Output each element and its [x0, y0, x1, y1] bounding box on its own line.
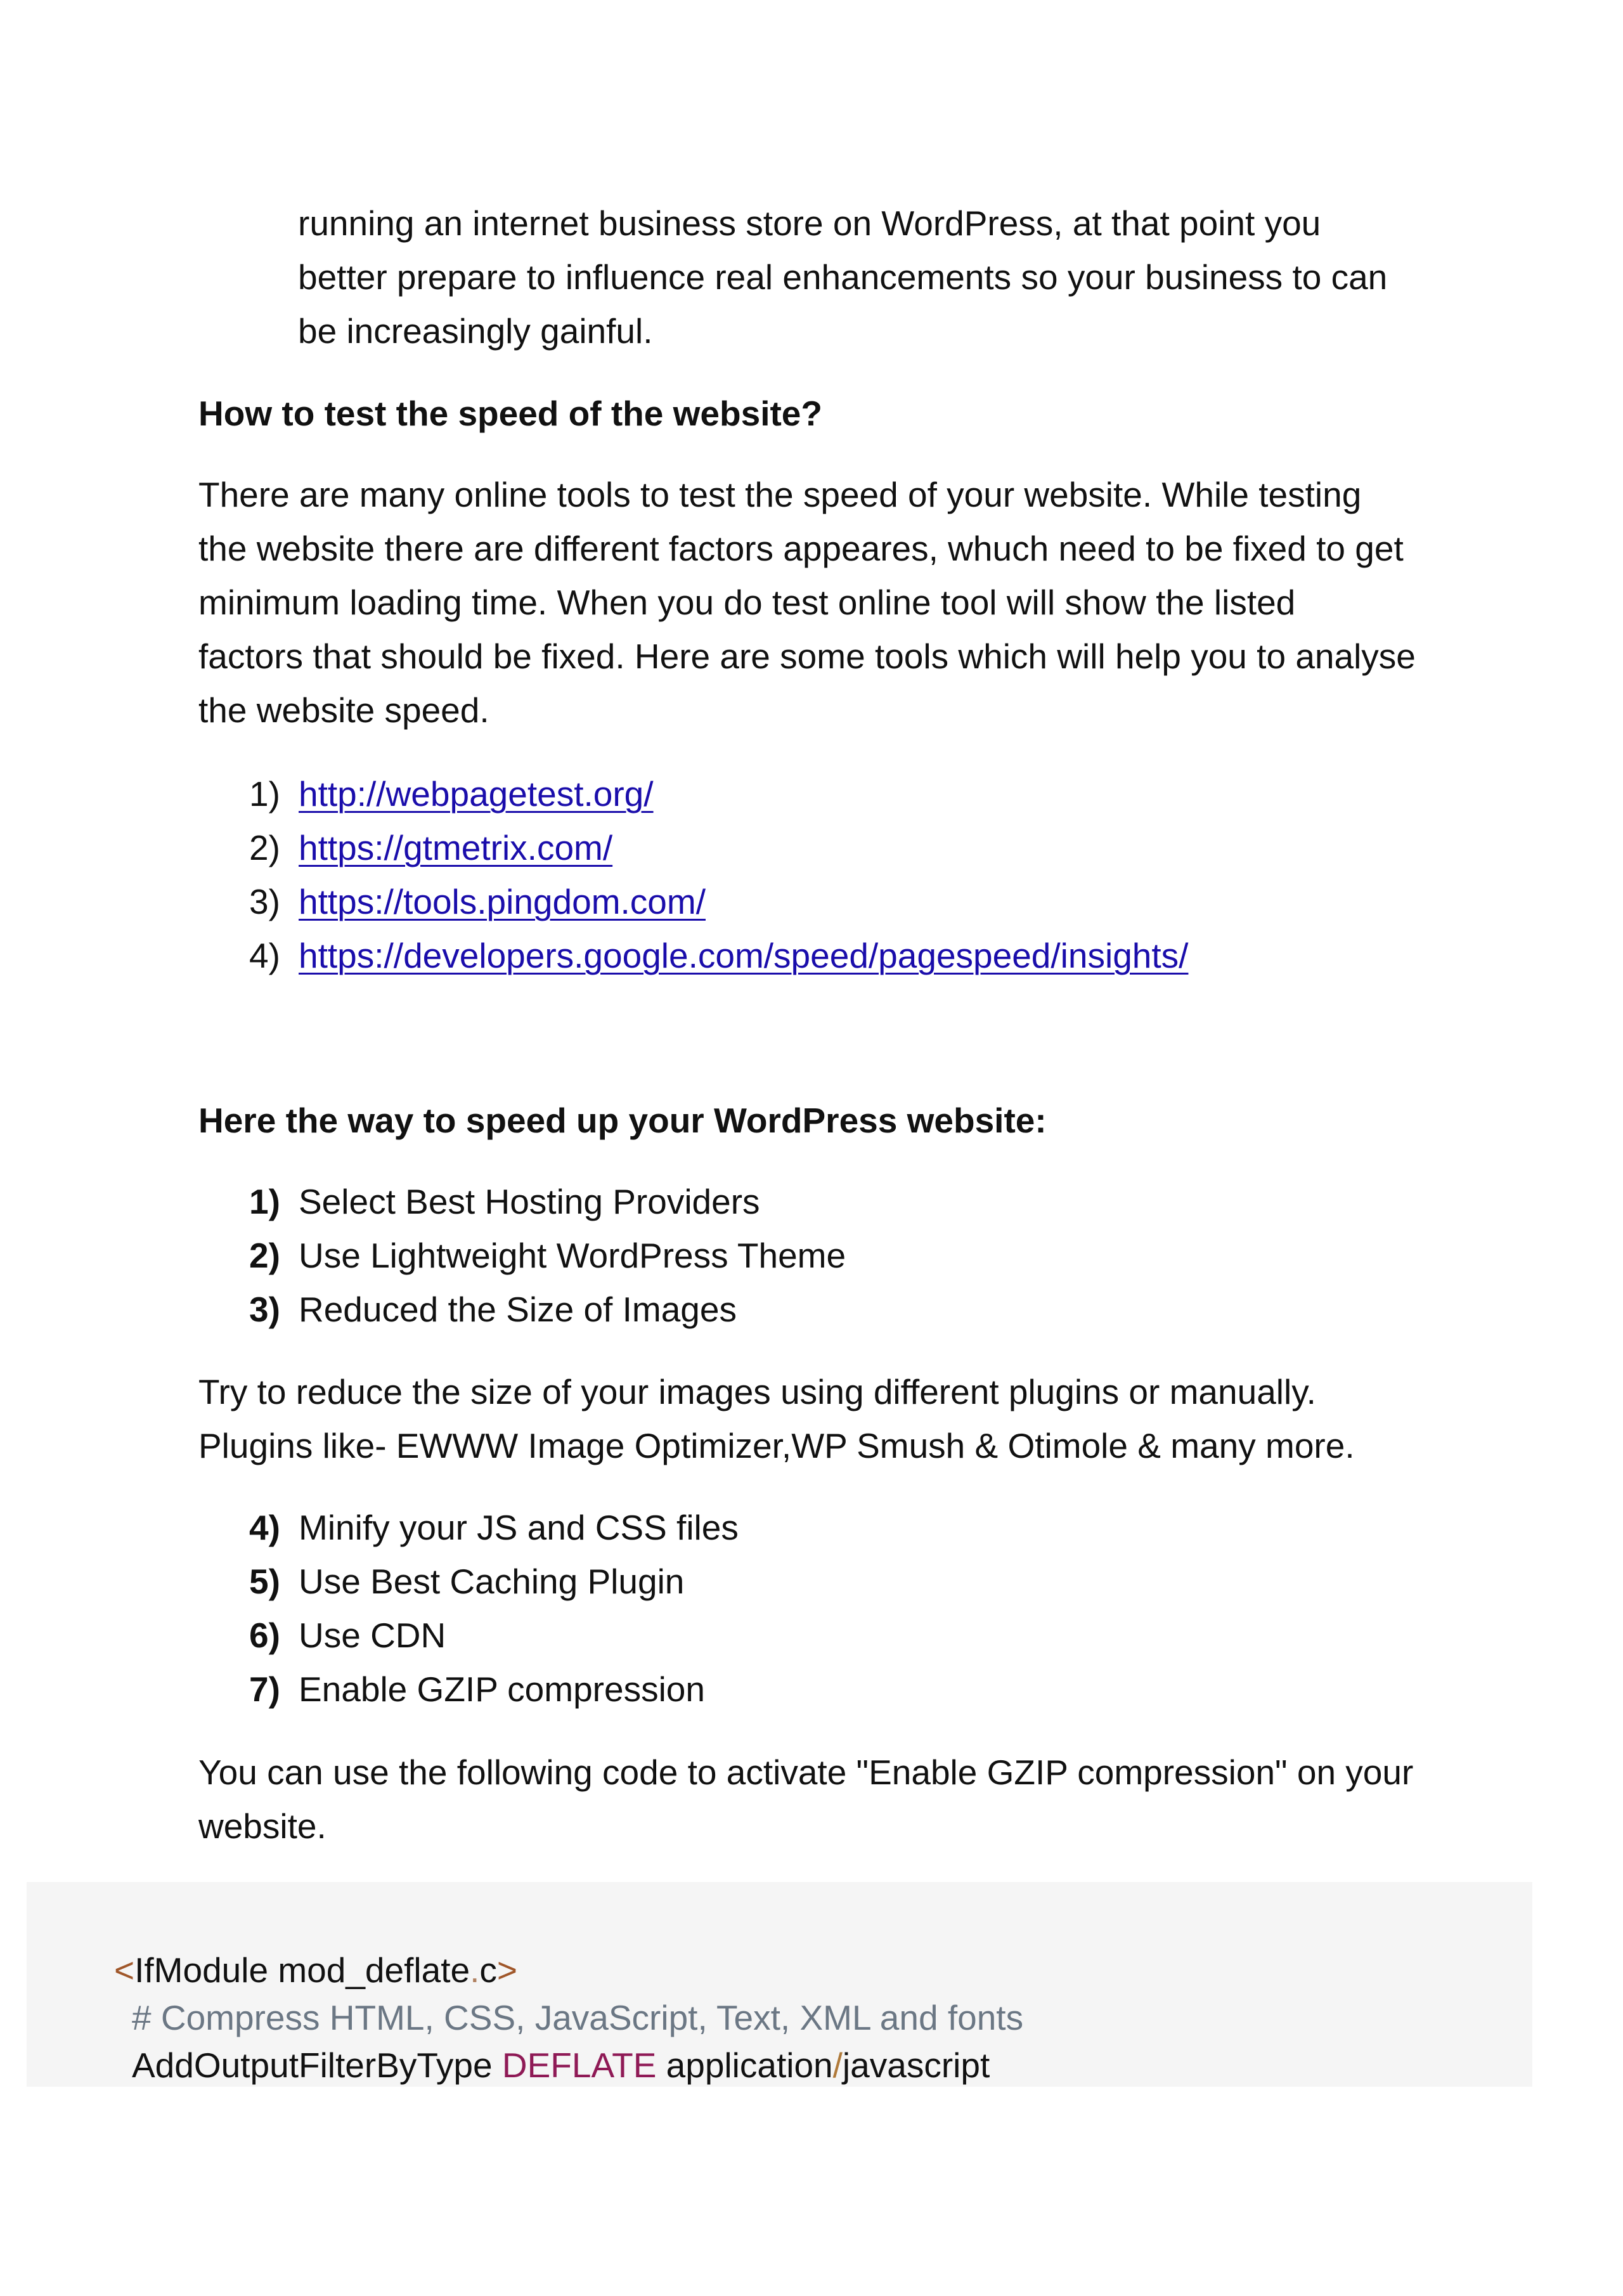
paragraph-line: You can use the following code to activate "Enable GZIP compression" on your	[198, 1753, 1414, 1792]
code-line-directive	[132, 2042, 990, 2089]
image-size-paragraph	[198, 1365, 1466, 1473]
paragraph-line: There are many online tools to test the speed of your website. While testing	[198, 475, 1362, 514]
gzip-paragraph	[198, 1746, 1466, 1853]
list-item	[249, 1501, 739, 1555]
intro-line: better prepare to influence real enhancements so your business to can	[298, 257, 1388, 297]
heading-speed-up: Here the way to speed up your WordPress website:	[198, 1101, 1047, 1140]
list-item-text: Use CDN	[299, 1616, 446, 1655]
list-number: 7)	[249, 1670, 280, 1709]
code-line-comment: # Compress HTML, CSS, JavaScript, Text, XML and fonts	[132, 1998, 1024, 2037]
list-number: 4)	[249, 1508, 280, 1547]
list-item	[249, 1663, 739, 1716]
link-pagespeed-insights[interactable]: https://developers.google.com/speed/pagespeed/insights/	[299, 936, 1189, 975]
link-gtmetrix[interactable]: https://gtmetrix.com/	[299, 828, 613, 867]
list-item-text: Minify your JS and CSS files	[299, 1508, 739, 1547]
list-number: 3)	[249, 1290, 280, 1329]
list-item	[249, 1283, 846, 1337]
code-line-ifmodule	[114, 1947, 517, 1994]
intro-line: be increasingly gainful.	[298, 311, 653, 351]
paragraph-line: website.	[198, 1806, 327, 1846]
intro-line: running an internet business store on WordPress, at that point you	[298, 204, 1321, 243]
list-item-text: Select Best Hosting Providers	[299, 1182, 760, 1221]
code-ext: c	[479, 1950, 497, 1990]
heading-speed-test: How to test the speed of the website?	[198, 394, 822, 433]
list-number: 1)	[249, 1182, 280, 1221]
paragraph-line: minimum loading time. When you do test online tool will show the listed	[198, 583, 1296, 622]
code-slash: /	[832, 2046, 843, 2085]
list-number: 4)	[249, 936, 280, 975]
code-dot: .	[470, 1950, 480, 1990]
paragraph-line: factors that should be fixed. Here are some tools which will help you to analyse	[198, 637, 1416, 676]
intro-paragraph	[298, 197, 1471, 358]
list-item	[249, 1609, 739, 1663]
list-item	[249, 1229, 846, 1283]
code-directive: AddOutputFilterByType	[132, 2046, 502, 2085]
code-type-b: javascript	[842, 2046, 990, 2085]
list-number: 2)	[249, 1236, 280, 1275]
paragraph-line: the website speed.	[198, 691, 489, 730]
list-number: 3)	[249, 882, 280, 921]
list-item-text: Reduced the Size of Images	[299, 1290, 737, 1329]
list-item-text: Use Lightweight WordPress Theme	[299, 1236, 846, 1275]
list-number: 5)	[249, 1562, 280, 1601]
list-number: 2)	[249, 828, 280, 867]
link-webpagetest[interactable]: http://webpagetest.org/	[299, 774, 654, 814]
paragraph-line: Try to reduce the size of your images using different plugins or manually.	[198, 1372, 1316, 1411]
list-item-text: Enable GZIP compression	[299, 1670, 705, 1709]
speed-steps-list-a	[249, 1175, 846, 1337]
paragraph-line: the website there are different factors appeares, whuch need to be fixed to get	[198, 529, 1404, 568]
list-item	[249, 1555, 739, 1609]
code-type-a: application	[656, 2046, 833, 2085]
code-module-name: IfModule mod_deflate	[134, 1950, 470, 1990]
list-item	[249, 1175, 846, 1229]
code-keyword: DEFLATE	[501, 2046, 657, 2085]
list-item	[249, 821, 1188, 875]
link-pingdom[interactable]: https://tools.pingdom.com/	[299, 882, 706, 921]
paragraph-line: Plugins like- EWWW Image Optimizer,WP Smush & Otimole & many more.	[198, 1426, 1355, 1465]
list-item-text: Use Best Caching Plugin	[299, 1562, 685, 1601]
list-number: 1)	[249, 774, 280, 814]
speed-tools-list	[249, 767, 1188, 983]
list-item	[249, 767, 1188, 821]
list-item	[249, 929, 1188, 983]
speed-steps-list-b	[249, 1501, 739, 1716]
list-item	[249, 875, 1188, 929]
speed-test-paragraph	[198, 468, 1460, 737]
code-tag-open: <	[114, 1950, 135, 1990]
code-tag-close: >	[496, 1950, 517, 1990]
list-number: 6)	[249, 1616, 280, 1655]
